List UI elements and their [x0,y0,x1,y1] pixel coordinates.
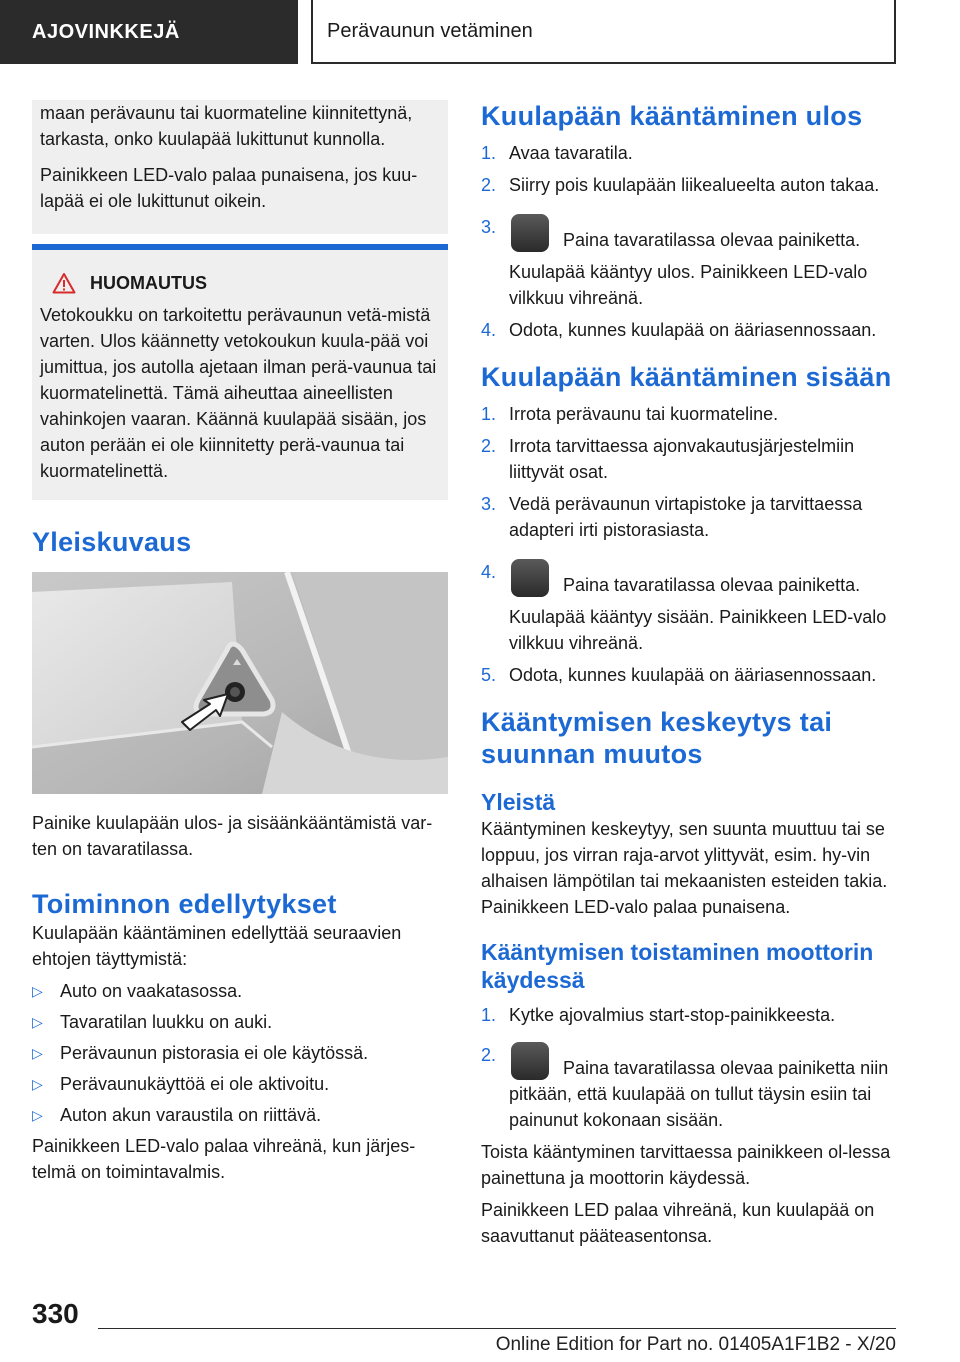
step-item: 2. Siirry pois kuulapään liikealueelta auton takaa. [481,175,880,195]
page-number: 330 [32,1298,79,1329]
prereq-outro: Painikkeen LED-valo palaa vihreänä, kun järjes-telmä on toimintavalmis. [32,1136,416,1182]
step-item: 5. Odota, kunnes kuulapää on ääriasennossaan. [481,665,877,685]
warning-label: HUOMAUTUS [90,272,207,293]
photo-caption: Painike kuulapään ulos- ja sisäänkääntämistä var-ten on tavaratilassa. [32,813,433,859]
bullet-marker: ▷ [32,1107,43,1123]
swing-in-heading: Kuulapään kääntäminen sisään [481,362,892,392]
step-item: 1. Kytke ajovalmius start-stop-painikkeesta. [481,1005,836,1025]
step-item: 2. Paina tavaratilassa olevaa painiketta niin pitkään, että kuulapää on tullut täysin esiin tai painunut kokonaan sisään. [481,1042,897,1133]
bullet-marker: ▷ [32,983,43,999]
tow-hitch-button-icon [511,559,549,597]
step-item: Kuulapää kääntyy sisään. Painikkeen LED-valo vilkkuu vihreänä. [509,607,887,653]
intro-box [32,100,448,234]
step-item: 2. Irrota tarvittaessa ajonvakautusjärjestelmiin liittyvät osat. [481,436,855,482]
section-title: AJOVINKKEJÄ [0,0,298,64]
list-item: ▷ Auton akun varaustila on riittävä. [32,1102,448,1128]
list-item: ▷ Tavaratilan luukku on auki. [32,1009,448,1035]
general-text: Kääntyminen keskeytyy, sen suunta muuttuu tai se loppuu, jos virran raja-arvot ylittyvät, esim. hy-vin alhaisen lämpötilan tai mekaanisten esteiden takia. Painikkeen LED-valo palaa punaisena. [481,819,888,917]
list-item: ▷ Auto on vaakatasossa. [32,978,448,1004]
step-item: 3. Paina tavaratilassa olevaa painiketta. [481,214,897,253]
bullet-marker: ▷ [32,1076,43,1092]
step-item: 4. Paina tavaratilassa olevaa painiketta. [481,559,897,598]
edition-note: Online Edition for Part no. 01405A1F1B2 - X/20 [495,1334,896,1355]
list-item: ▷ Perävaunun pistorasia ei ole käytössä. [32,1040,448,1066]
topic-title: Perävaunun vetäminen [311,0,896,64]
bullet-marker: ▷ [32,1045,43,1061]
repeat-subheading: Kääntymisen toistaminen moottorin käydessä [481,939,874,993]
trunk-button-photo [32,572,448,794]
list-item: ▷ Perävaunukäyttöä ei ole aktivoitu. [32,1071,448,1097]
intro-paragraph-1: maan perävaunu tai kuormateline kiinnitettynä, tarkasta, onko kuulapää lukittunut kunnolla. [40,103,413,149]
bullet-marker: ▷ [32,1014,43,1030]
intro-paragraph-2: Painikkeen LED-valo palaa punaisena, jos kuu-lapää ei ole lukittunut oikein. [40,165,418,211]
warning-text: Vetokoukku on tarkoitettu perävaunun vetä-mistä varten. Ulos käännetty vetokoukun kuula-pää voi jumittua, jos autolla ajetaan ilman perä-vaunua tai kuormatelinettä. Tämä aiheuttaa aineellisten vahinkojen vaaran. Käännä kuulapää sisään, jos auton perään ei ole kiinnitetty perä-vaunua tai kuormatelinettä. [40,305,437,481]
warning-box [32,244,448,500]
repeat-paragraph-1: Toista kääntyminen tarvittaessa painikkeen ol-lessa painettuna ja moottorin käydessä. [481,1142,891,1188]
page-header [0,0,960,66]
right-column [481,100,897,1249]
warning-icon [52,272,76,294]
overview-heading: Yleiskuvaus [32,527,192,557]
swing-out-steps [481,140,897,343]
swing-out-heading: Kuulapään kääntäminen ulos [481,101,863,131]
swing-in-steps [481,401,897,688]
general-subheading: Yleistä [481,789,556,815]
tow-hitch-button-icon [511,214,549,252]
left-column [32,100,448,1185]
interrupt-heading: Kääntymisen keskeytys tai suunnan muutos [481,707,833,769]
prereq-heading: Toiminnon edellytykset [32,889,337,919]
warning-title [40,272,438,294]
step-item: 1. Avaa tavaratila. [481,143,633,163]
step-item: 4. Odota, kunnes kuulapää on ääriasennossaan. [481,320,877,340]
tow-hitch-button-icon [511,1042,549,1080]
repeat-paragraph-2: Painikkeen LED palaa vihreänä, kun kuulapää on saavuttanut pääteasentonsa. [481,1200,875,1246]
step-item: 1. Irrota perävaunu tai kuormateline. [481,404,779,424]
step-item: Kuulapää kääntyy ulos. Painikkeen LED-valo vilkkuu vihreänä. [509,262,868,308]
prereq-list [32,978,448,1128]
repeat-steps [481,1002,897,1133]
footer-divider [98,1328,896,1329]
step-item: 3. Vedä perävaunun virtapistoke ja tarvittaessa adapteri irti pistorasiasta. [481,494,863,540]
prereq-intro: Kuulapään kääntäminen edellyttää seuraavien ehtojen täyttymistä: [32,923,402,969]
